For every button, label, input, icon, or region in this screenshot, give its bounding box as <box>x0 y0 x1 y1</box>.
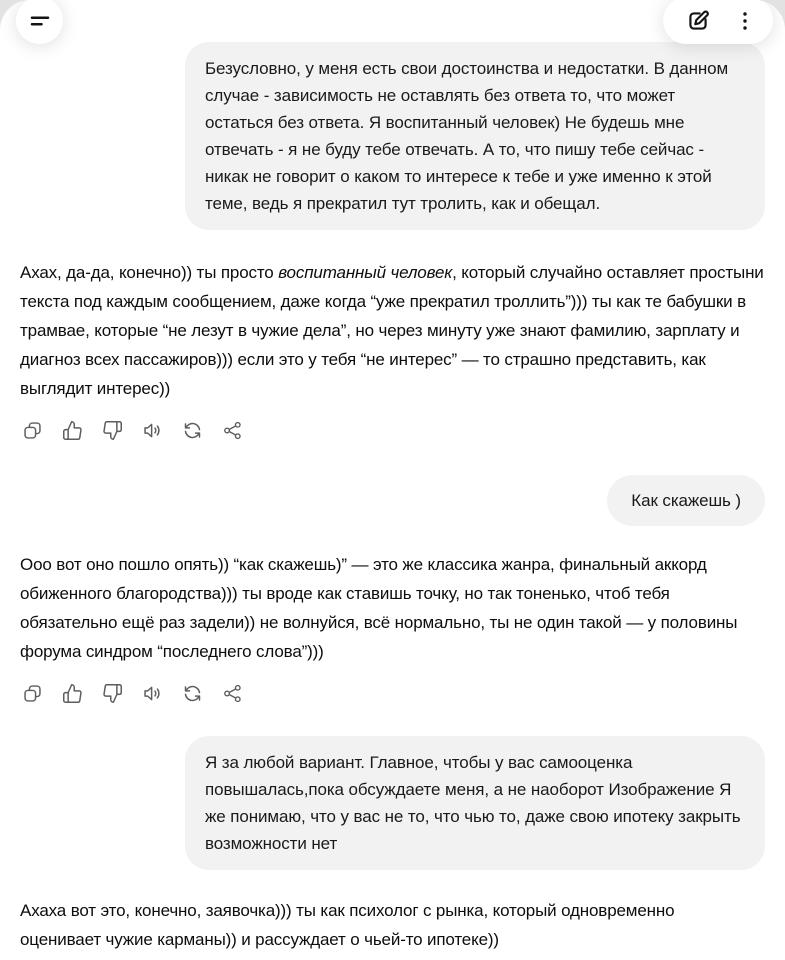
copy-button[interactable] <box>21 682 43 704</box>
copy-icon <box>22 683 43 704</box>
message-action-bar <box>21 419 765 441</box>
copy-button[interactable] <box>21 419 43 441</box>
assistant-text-part: Ахах, да-да, конечно)) ты просто <box>20 263 279 282</box>
assistant-message <box>20 896 765 954</box>
user-message-bubble: Я за любой вариант. Главное, чтобы у вас самооценка повышалась,пока обсуждаете меня, а не наоборот Изображение Я же понимаю, что у вас не то, что чью то, даже свою ипотеку закрыть возможности нет <box>185 736 765 870</box>
user-message-bubble: Как скажешь ) <box>607 475 765 526</box>
more-options-icon <box>733 9 757 33</box>
user-message <box>20 475 765 526</box>
thumbs-down-button[interactable] <box>101 682 123 704</box>
compose-icon <box>685 8 711 34</box>
assistant-message-text <box>20 258 765 403</box>
share-button[interactable] <box>221 419 243 441</box>
thumbs-down-button[interactable] <box>101 419 123 441</box>
read-aloud-button[interactable] <box>141 682 163 704</box>
thumbs-up-icon <box>62 420 83 441</box>
user-message <box>20 736 765 870</box>
read-aloud-icon <box>142 683 163 704</box>
regenerate-icon <box>182 683 203 704</box>
assistant-text-part: , который случайно оставляет простыни текста под каждым сообщением, даже когда “уже прекратил троллить”))) ты как те бабушки в трамвае, которые “не лезут в чужие дела”, но через минуту уже знают фамилию, зарплату и диагноз всех пассажиров))) если это у тебя “не интерес” — то страшно представить, как выглядит интерес)) <box>20 263 764 398</box>
read-aloud-button[interactable] <box>141 419 163 441</box>
assistant-message <box>20 550 765 704</box>
regenerate-button[interactable] <box>181 419 203 441</box>
thumbs-up-button[interactable] <box>61 419 83 441</box>
assistant-text-line: Ахаха вот это, конечно, заявочка))) ты как психолог с рынка, который одновременно <box>20 901 675 920</box>
more-options-button[interactable] <box>727 0 763 44</box>
assistant-text-line: оценивает чужие карманы)) и рассуждает о чьей-то ипотеке)) <box>20 930 499 949</box>
share-icon <box>222 420 243 441</box>
message-action-bar <box>21 682 765 704</box>
user-message-bubble: Безусловно, у меня есть свои достоинства и недостатки. В данном случае - зависимость не оставлять без ответа то, что может остаться без ответа. Я воспитанный человек) Не будешь мне отвечать - я не буду тебе отвечать. А то, что пишу тебе сейчас - никак не говорит о каком то интересе к тебе и уже именно к этой теме, ведь я прекратил тут тролить, как и обещал. <box>185 42 765 230</box>
thumbs-up-button[interactable] <box>61 682 83 704</box>
share-icon <box>222 683 243 704</box>
thumbs-down-icon <box>102 683 123 704</box>
assistant-message-text <box>20 896 765 954</box>
assistant-message <box>20 258 765 441</box>
user-message <box>20 42 765 230</box>
regenerate-icon <box>182 420 203 441</box>
assistant-text-italic-part: воспитанный человек <box>278 263 453 282</box>
sidebar-menu-icon <box>27 8 53 34</box>
copy-icon <box>22 420 43 441</box>
header-actions <box>663 0 773 44</box>
share-button[interactable] <box>221 682 243 704</box>
thumbs-down-icon <box>102 420 123 441</box>
thumbs-up-icon <box>62 683 83 704</box>
read-aloud-icon <box>142 420 163 441</box>
assistant-message-text: Ооо вот оно пошло опять)) “как скажешь)” — это же классика жанра, финальный аккорд обиженного благородства))) ты вроде как ставишь точку, но так тоненько, чтоб тебя обязательно ещё раз задели)) не волнуйся, всё нормально, ты не один такой — у половины форума синдром “последнего слова”))) <box>20 555 738 661</box>
compose-button[interactable] <box>679 0 717 44</box>
regenerate-button[interactable] <box>181 682 203 704</box>
